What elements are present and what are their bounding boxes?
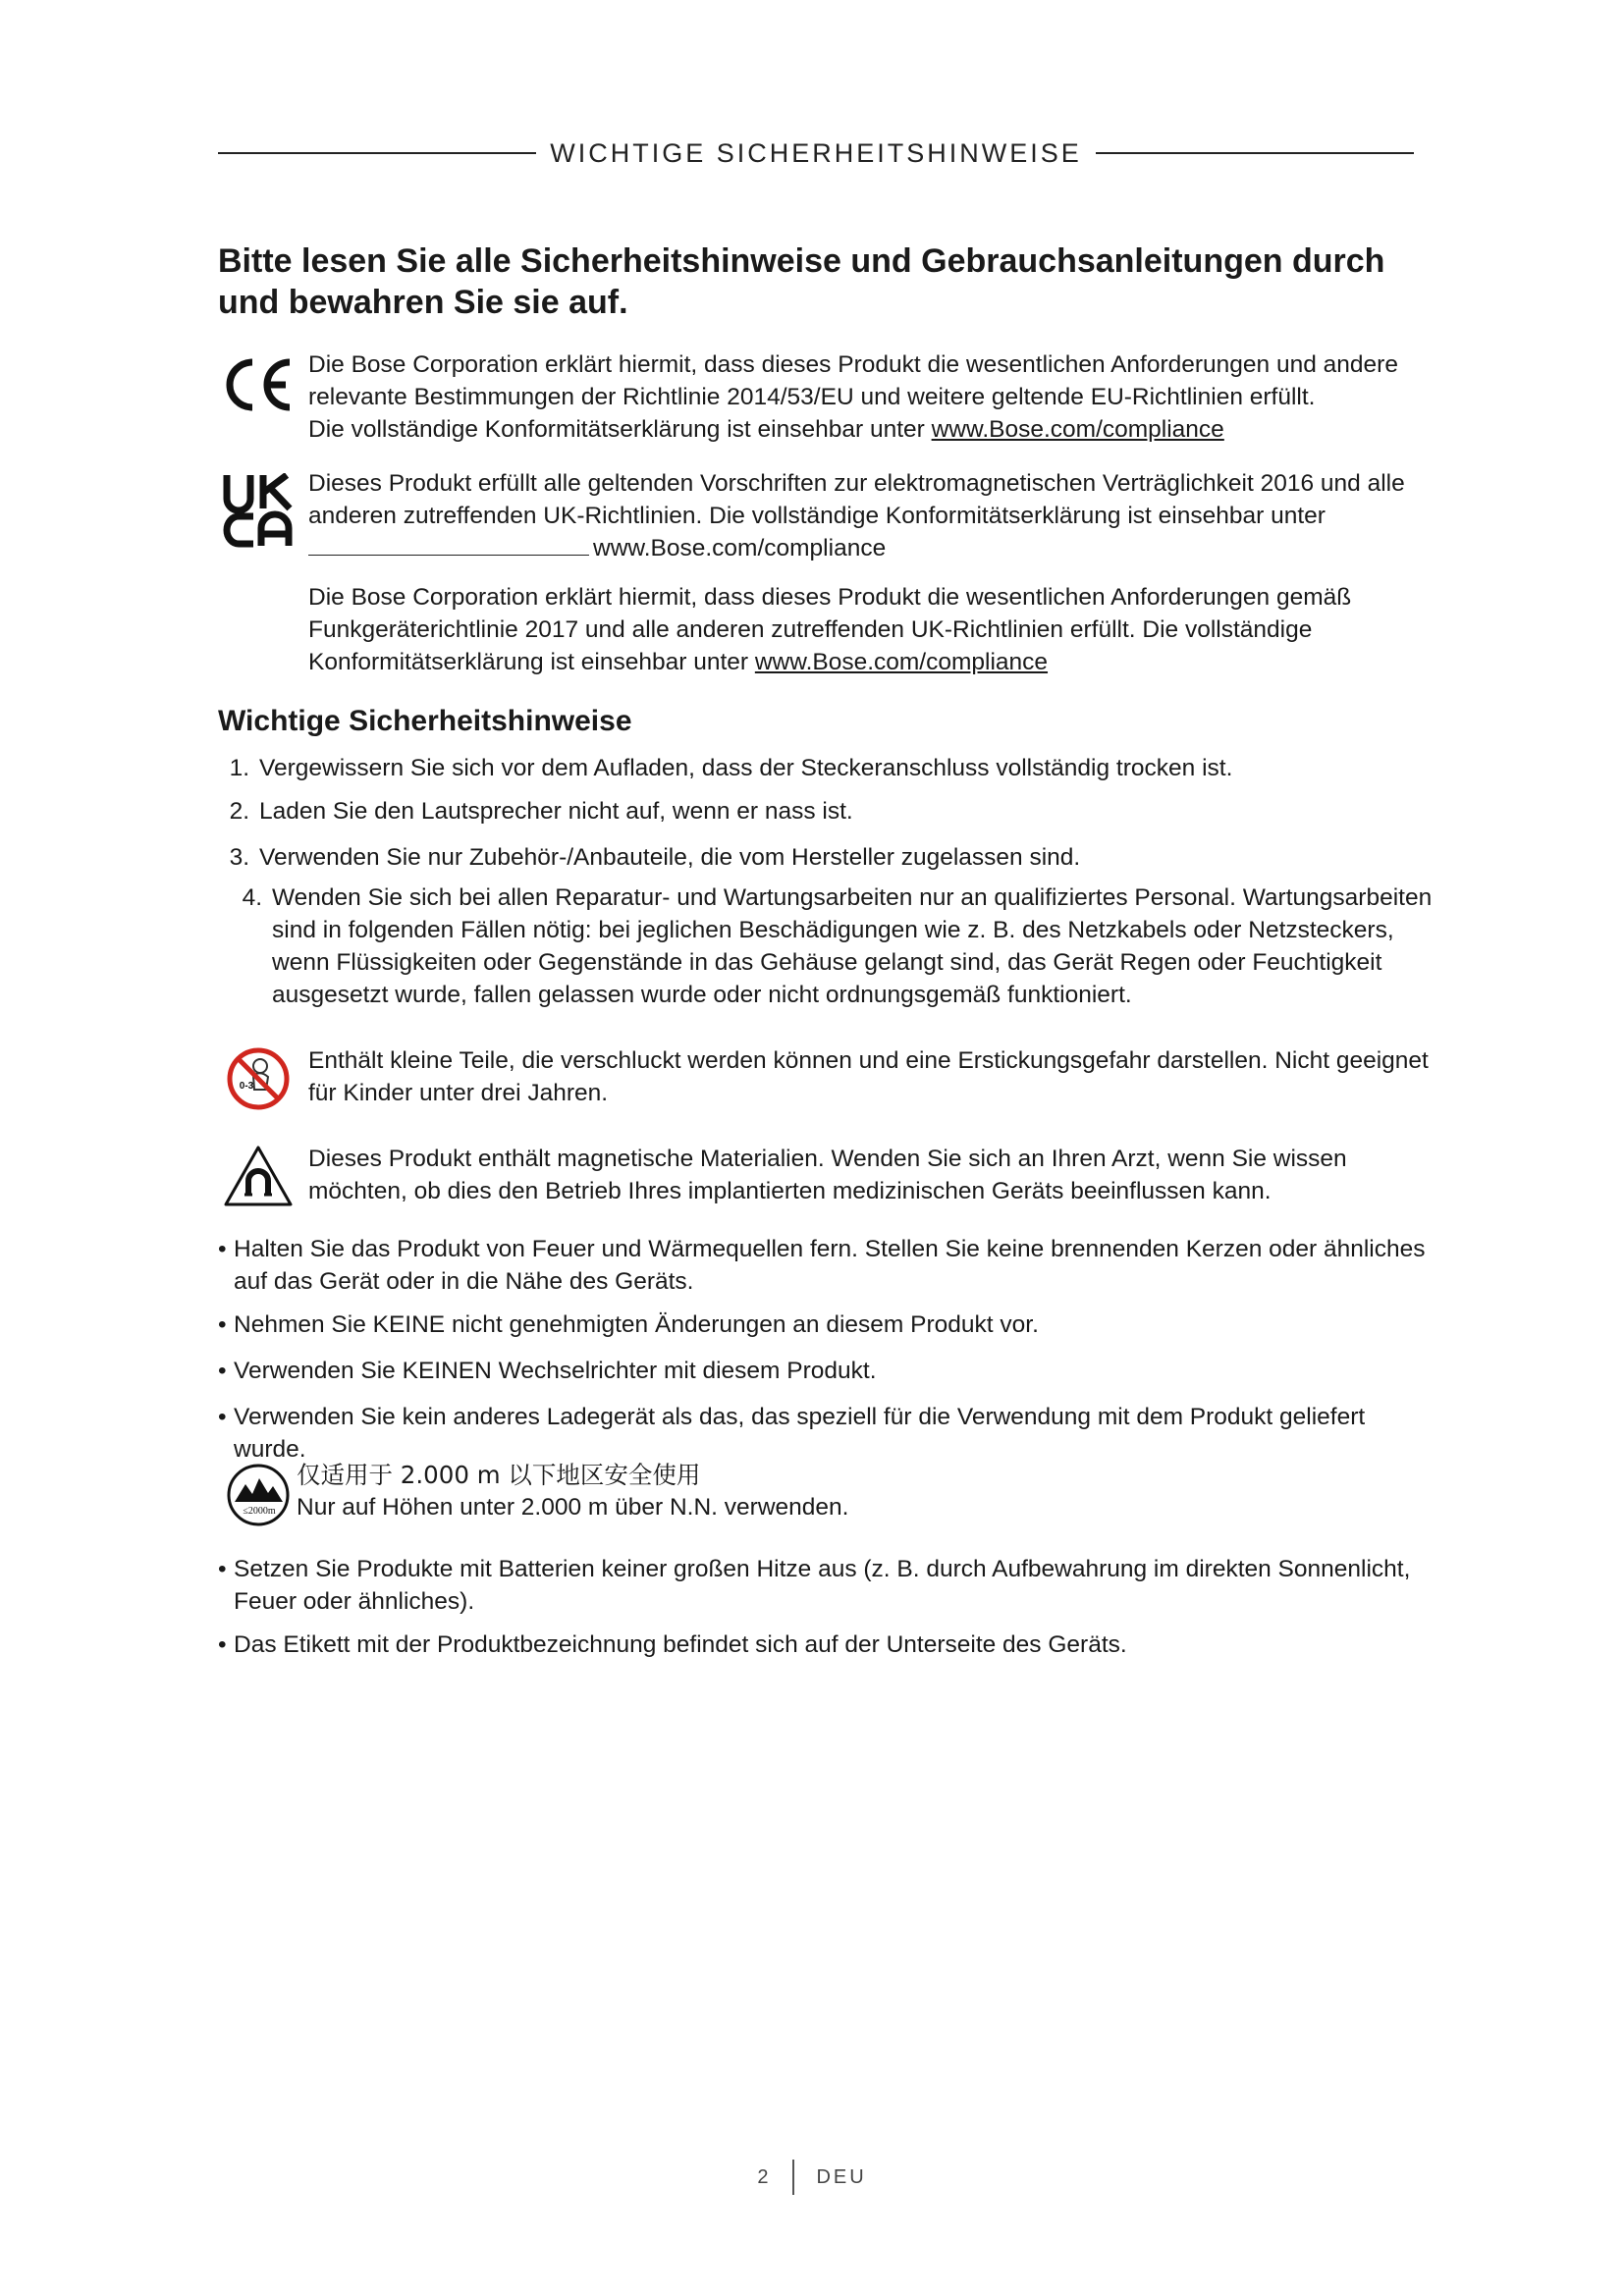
list-text: Verwenden Sie kein anderes Ladegerät als das, das speziell für die Verwendung mit dem Produkt geliefert wurde. <box>234 1404 1366 1463</box>
list-text: Wenden Sie sich bei allen Reparatur- und Wartungsarbeiten nur an qualifiziertes Personal. Wartungsarbeiten sind in folgenden Fällen nötig: bei jeglichen Beschädigungen wie z. B. des Netzkabels oder Netzsteckers, wenn Flüssigkeiten oder Gegenstände in das Gehäuse gelangt sind, das Gerät Regen oder Feuchtigkeit ausgesetzt wurde, fallen gelassen wurde oder nicht ordnungsgemäß funktioniert. <box>272 884 1433 1008</box>
header-rule-left <box>218 152 536 154</box>
bullet-dot: • <box>218 1556 227 1582</box>
page-footer <box>0 2158 1624 2197</box>
altitude-chinese: 仅适用于 2.000 m 以下地区安全使用 <box>297 1461 701 1489</box>
ukca-mark-icon <box>218 473 298 548</box>
footer-language: DEU <box>816 2165 867 2188</box>
bullet-dot: • <box>218 1631 227 1658</box>
small-parts-text: Enthält kleine Teile, die verschluckt werden können und eine Erstickungsgefahr darstellen. Nicht geeignet für Kinder unter drei Jahren. <box>308 1047 1429 1106</box>
list-item <box>218 1308 1435 1341</box>
numbered-list <box>218 752 1435 1022</box>
list-number: 3. <box>229 844 249 871</box>
altitude-icon-label: ≤2000m <box>243 1506 276 1517</box>
choking-hazard-icon <box>218 1046 298 1111</box>
ukca-emc-statement: Dieses Produkt erfüllt alle geltenden Vorschriften zur elektromagnetischen Verträglichkeit 2016 und alle anderen zutreffenden UK-Richtlinien. Die vollständige Konformitätserklärung ist einsehbar unter <box>308 470 1405 529</box>
footer-separator <box>792 2160 794 2195</box>
ce-compliance-link[interactable]: www.Bose.com/compliance <box>931 416 1224 443</box>
bullet-dot: • <box>218 1404 227 1430</box>
bullet-dot: • <box>218 1236 227 1262</box>
list-text: Das Etikett mit der Produktbezeichnung befindet sich auf der Unterseite des Geräts. <box>234 1631 1127 1658</box>
magnet-warning-icon <box>218 1144 298 1208</box>
header-rule-right <box>1096 152 1414 154</box>
ce-compliance-prefix: Die vollständige Konformitätserklärung ist einsehbar unter <box>308 416 932 443</box>
ce-block <box>218 348 1435 446</box>
ukca-text <box>308 467 1435 678</box>
main-title: Bitte lesen Sie alle Sicherheitshinweise und Gebrauchsanleitungen durch und bewahren Sie sie auf. <box>218 242 1385 321</box>
ukca-radio-statement <box>308 581 1435 678</box>
altitude-german: Nur auf Höhen unter 2.000 m über N.N. verwenden. <box>297 1494 849 1521</box>
page-header <box>218 135 1414 171</box>
ukca-underline <box>308 533 589 556</box>
ukca-block <box>218 467 1435 678</box>
ukca-link-1[interactable]: www.Bose.com/compliance <box>593 535 887 561</box>
bullet-dot: • <box>218 1311 227 1338</box>
page-number: 2 <box>757 2165 772 2188</box>
section-title: Wichtige Sicherheitshinweise <box>218 705 632 737</box>
altitude-notice <box>218 1459 1435 1523</box>
list-item <box>218 1553 1435 1618</box>
list-item <box>218 1401 1435 1466</box>
header-title: WICHTIGE SICHERHEITSHINWEISE <box>550 137 1082 168</box>
list-item <box>218 1629 1435 1661</box>
list-item <box>218 1355 1435 1387</box>
small-parts-warning <box>218 1044 1435 1109</box>
list-number: 4. <box>242 884 262 911</box>
bullet-dot: • <box>218 1358 227 1384</box>
ce-text <box>308 348 1435 446</box>
list-text: Nehmen Sie KEINE nicht genehmigten Änderungen an diesem Produkt vor. <box>234 1311 1039 1338</box>
list-text: Setzen Sie Produkte mit Batterien keiner großen Hitze aus (z. B. durch Aufbewahrung im direkten Sonnenlicht, Feuer oder ähnliches). <box>234 1556 1411 1615</box>
altitude-limit-icon <box>218 1463 298 1527</box>
bullet-list-2 <box>218 1553 1435 1672</box>
list-item <box>218 841 1435 874</box>
list-text: Verwenden Sie KEINEN Wechselrichter mit diesem Produkt. <box>234 1358 877 1384</box>
list-item <box>218 1233 1435 1298</box>
ce-declaration: Die Bose Corporation erklärt hiermit, dass dieses Produkt die wesentlichen Anforderungen und andere relevante Bestimmungen der Richtlinie 2014/53/EU und weitere geltende EU-Richtlinien erfüllt. <box>308 351 1398 410</box>
list-text: Halten Sie das Produkt von Feuer und Wärmequellen fern. Stellen Sie keine brennenden Kerzen oder ähnliches auf das Gerät oder in die Nähe des Geräts. <box>234 1236 1426 1295</box>
ukca-radio-text: Die Bose Corporation erklärt hiermit, dass dieses Produkt die wesentlichen Anforderungen gemäß Funkgeräterichtlinie 2017 und alle anderen zutreffenden UK-Richtlinien erfüllt. Die vollständige Konformitätserklärung ist einsehbar unter <box>308 584 1352 675</box>
list-number: 1. <box>229 755 249 781</box>
ce-mark-icon <box>218 356 298 413</box>
altitude-text <box>297 1459 1435 1523</box>
magnet-warning <box>218 1143 1435 1207</box>
list-text: Laden Sie den Lautsprecher nicht auf, wenn er nass ist. <box>259 798 853 825</box>
ukca-link-2[interactable]: www.Bose.com/compliance <box>754 649 1049 675</box>
list-text: Verwenden Sie nur Zubehör-/Anbauteile, die vom Hersteller zugelassen sind. <box>259 844 1081 871</box>
list-item <box>218 752 1435 784</box>
bullet-list-1 <box>218 1233 1435 1476</box>
ukca-link-line <box>308 532 1435 564</box>
list-number: 2. <box>229 798 249 825</box>
list-text: Vergewissern Sie sich vor dem Aufladen, dass der Steckeranschluss vollständig trocken ist. <box>259 755 1233 781</box>
ce-compliance-line <box>308 413 1435 446</box>
choking-hazard-age-label: 0-3 <box>239 1081 254 1092</box>
list-item <box>218 795 1435 828</box>
list-item <box>218 881 1435 1011</box>
magnet-text: Dieses Produkt enthält magnetische Materialien. Wenden Sie sich an Ihren Arzt, wenn Sie wissen möchten, ob dies den Betrieb Ihres implantierten medizinischen Geräts beeinflussen kann. <box>308 1146 1347 1204</box>
